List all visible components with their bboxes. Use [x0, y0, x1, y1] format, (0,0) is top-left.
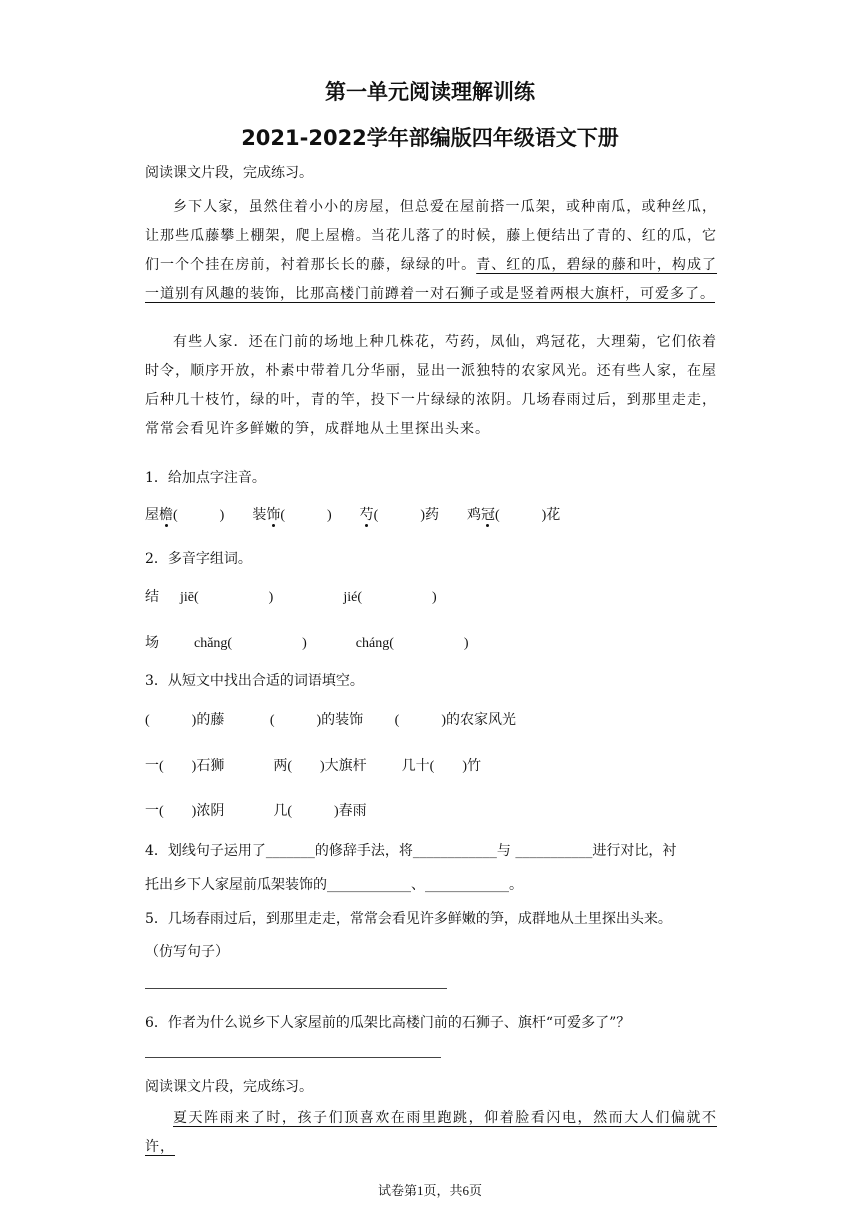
question-6: 6．作者为什么说乡下人家屋前的瓜架比高楼门前的石狮子、旗杆“可爱多了”？	[145, 1015, 631, 1031]
pinyin-label: jié(	[343, 590, 362, 605]
question-5-line-2: （仿写句子）	[145, 944, 229, 960]
fill-blank[interactable]: ( )的农家风光	[394, 713, 516, 728]
passage-1-underlined: 青、红的瓜，碧绿的藤和叶，构成了一道别有风趣的装饰，比那高楼门前蹲着一对石狮子或是竖着两根大旗杆，可爱多了。	[145, 257, 718, 302]
fill-blank[interactable]: 几十( )竹	[401, 759, 481, 774]
pinyin-blank[interactable]: ( )花	[494, 508, 561, 523]
fill-blank[interactable]: 一( )石狮	[145, 759, 225, 774]
dotted-char-guan: 冠	[480, 508, 495, 523]
instruction-2: 阅读课文片段，完成练习。	[145, 1079, 313, 1095]
fill-blank[interactable]: 一( )浓阴	[145, 804, 225, 819]
passage-1	[145, 193, 717, 309]
dotted-char-shao: 芍	[359, 508, 374, 523]
dotted-char-yan: 檐	[159, 508, 173, 523]
question-3: 3．从短文中找出合适的词语填空。	[145, 673, 364, 689]
question-2: 2．多音字组词。	[145, 551, 252, 567]
question-1-items	[145, 504, 560, 524]
pinyin-label: chǎng(	[194, 636, 233, 651]
pinyin-blank[interactable]: ( )药	[373, 508, 439, 523]
passage-3	[145, 1104, 717, 1162]
char-zhuang: 装	[252, 508, 267, 523]
instruction-1: 阅读课文片段，完成练习。	[145, 165, 313, 181]
passage-3-underlined: 夏天阵雨来了时，孩子们顶喜欢在雨里跑跳，仰着脸看闪电，然而大人们偏就不许，	[145, 1110, 717, 1155]
answer-line-5[interactable]	[145, 988, 447, 989]
fill-blank[interactable]: ( )的装饰	[269, 713, 364, 728]
question-3-row-2	[145, 755, 481, 775]
title-grade: 2021-2022学年部编版四年级语文下册	[241, 126, 619, 150]
passage-1-text: 乡下人家，虽然住着小小的房屋，但总爱在屋前搭一瓜架，或种南瓜，或种丝瓜，让那些瓜藤攀上棚架，爬上屋檐。当花儿落了的时候，藤上便结出了青的、红的瓜，它们一个个挂在房前，衬着那长长的藤，绿绿的叶。	[145, 199, 717, 273]
pinyin-label: cháng(	[355, 636, 394, 651]
title-unit: 第一单元阅读理解训练	[325, 80, 535, 104]
char-ji: 鸡	[466, 508, 481, 523]
answer-line-6[interactable]	[145, 1057, 441, 1058]
question-3-row-1	[145, 709, 516, 729]
pinyin-blank[interactable]: ( )	[173, 508, 225, 523]
page-footer: 试卷第1页，共6页	[377, 1183, 482, 1198]
blank-close[interactable]: )	[463, 636, 469, 651]
fill-blank[interactable]: ( )的藤	[145, 713, 225, 728]
blank-close[interactable]: )	[431, 590, 437, 605]
question-4-line-1: 4．划线句子运用了_______的修辞手法，将____________与 ___________进行对比，衬	[145, 843, 677, 859]
dotted-char-shi: 饰	[266, 508, 281, 523]
blank-close[interactable]: )	[268, 590, 274, 605]
passage-2: 有些人家．还在门前的场地上种几株花，芍药，凤仙，鸡冠花，大理菊，它们依着时令，顺序开放，朴素中带着几分华丽，显出一派独特的农家风光。还有些人家，在屋后种几十枝竹，绿的叶，青的竿，投下一片绿绿的浓阴。几场春雨过后，到那里走走，常常会看见许多鲜嫩的笋，成群地从土里探出头来。	[145, 334, 717, 437]
question-2-row-1	[145, 586, 437, 606]
pinyin-label: jiē(	[180, 590, 199, 605]
fill-blank[interactable]: 两( )大旗杆	[273, 759, 367, 774]
question-4-line-2: 托出乡下人家屋前瓜架装饰的____________、____________。	[145, 877, 523, 893]
polyphone-chang: 场	[145, 636, 159, 651]
blank-close[interactable]: )	[302, 636, 307, 651]
fill-blank[interactable]: 几( )春雨	[273, 804, 367, 819]
question-2-row-2	[145, 632, 469, 652]
char-wu: 屋	[145, 508, 159, 523]
question-1: 1．给加点字注音。	[145, 470, 266, 486]
question-5-line-1: 5．几场春雨过后，到那里走走，常常会看见许多鲜嫩的笋，成群地从土里探出头来。	[145, 911, 672, 927]
polyphone-jie: 结	[145, 590, 159, 605]
pinyin-blank[interactable]: ( )	[280, 508, 332, 523]
question-3-row-3	[145, 800, 367, 820]
